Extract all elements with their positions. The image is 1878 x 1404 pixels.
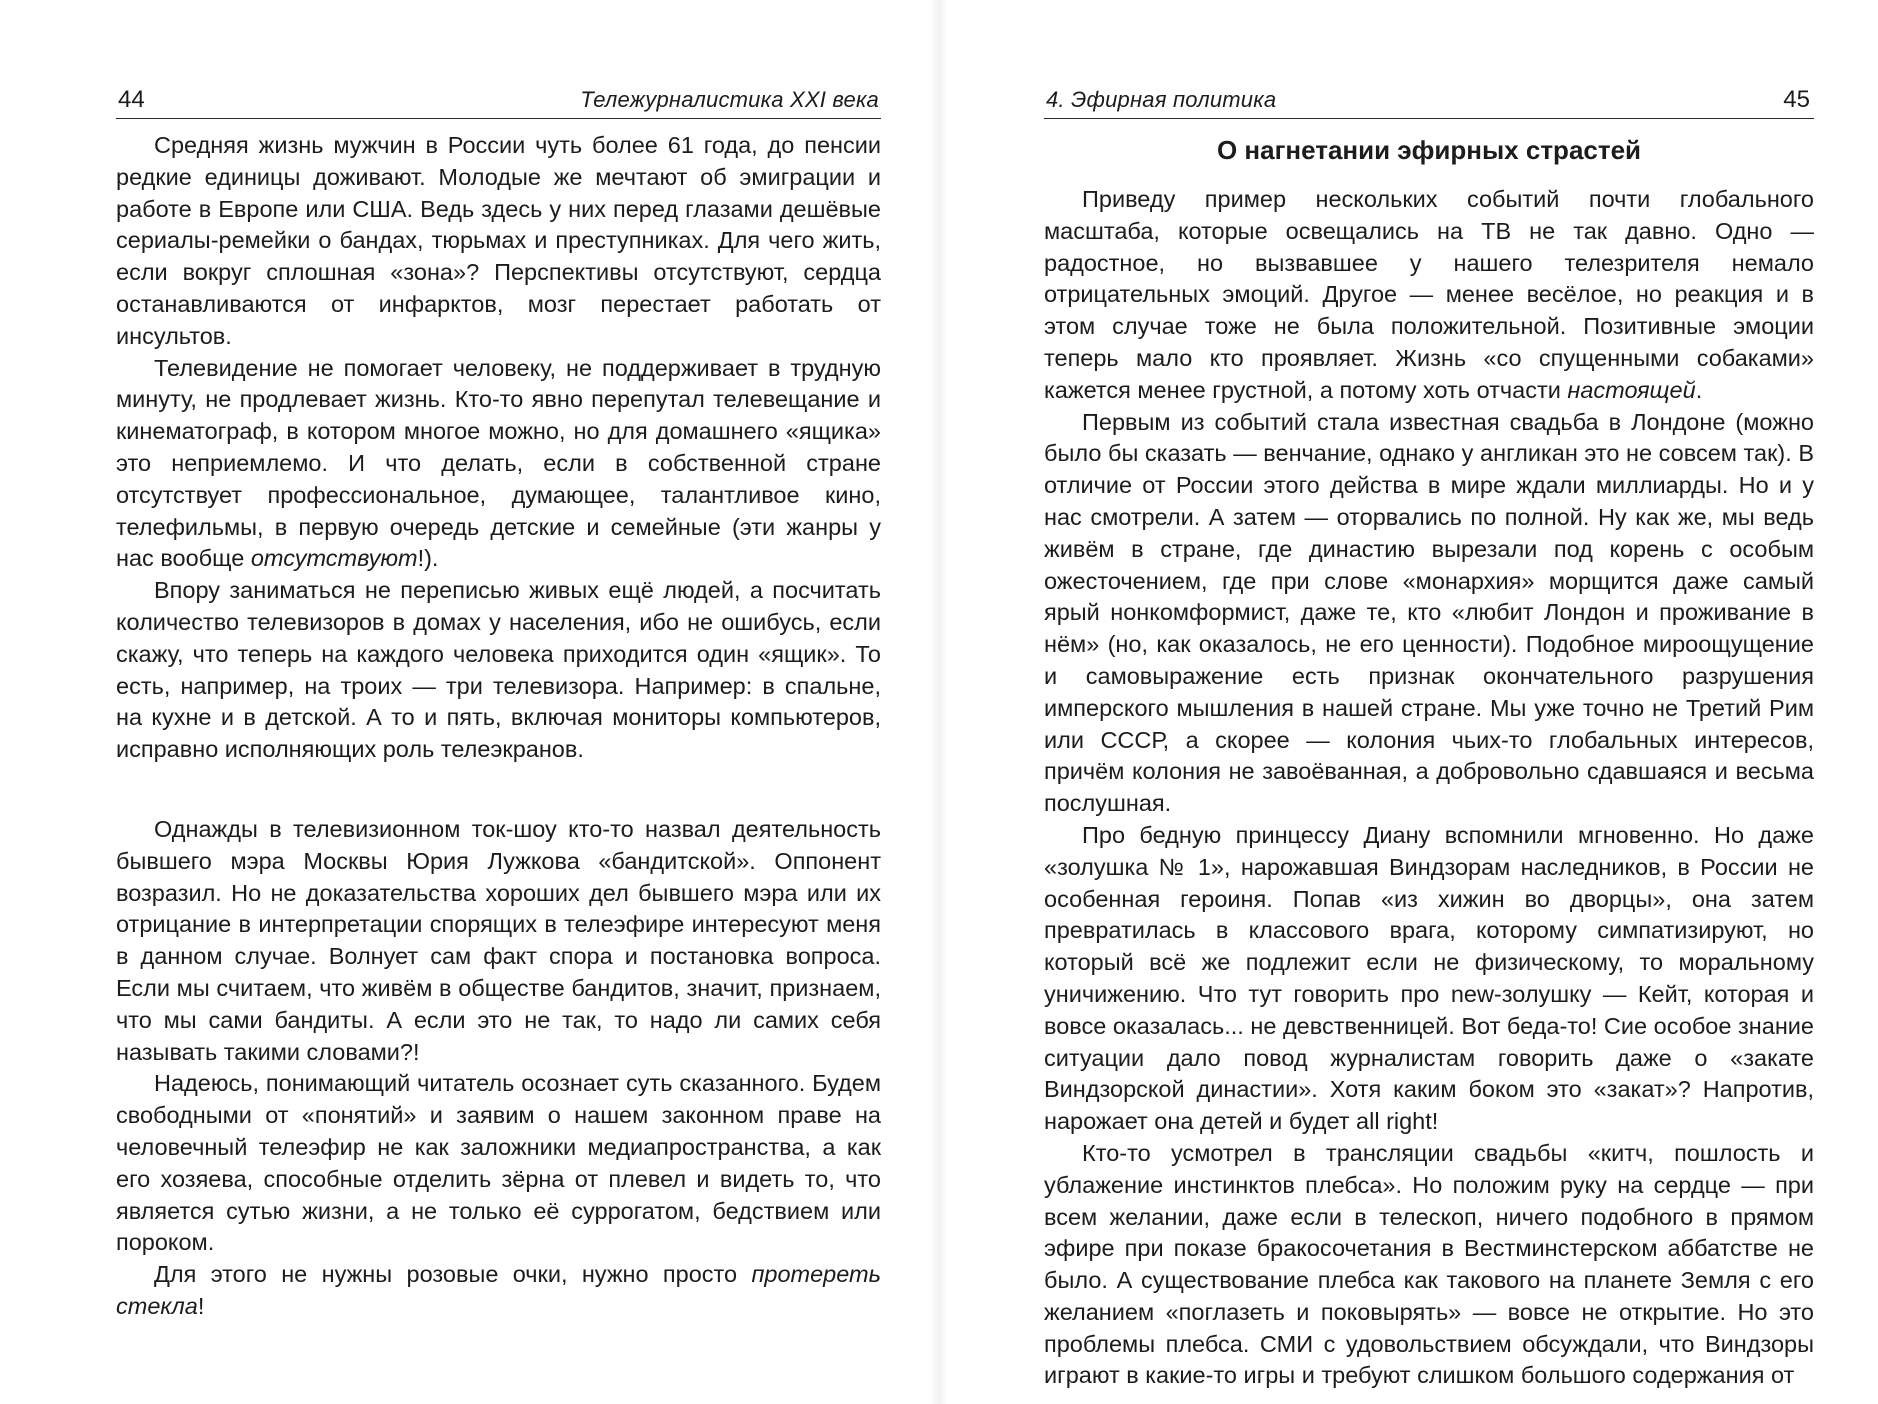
section-heading: О нагнетании эфирных страстей	[1216, 135, 1642, 165]
right-body-text	[1044, 130, 1814, 1392]
paragraph: Кто-то усмотрел в трансляции свадьбы «китч, пошлость и ублажение инстинктов плебса». Но положим руку на сердце — при всем желании, даже если в телескоп, ничего подобного в прямом эфире при показе бракосочетания в Вестминстерском аббатстве не было. А существование плебса как такового на планете Земля с его желанием «поглазеть и поковырять» — вовсе не открытие. Но это проблемы плебса. СМИ с удовольствием обсуждали, что Виндзоры играют в какие-то игры и требуют слишком большого содержания от	[1044, 1139, 1814, 1389]
paragraph: Надеюсь, понимающий читатель осознает суть сказанного. Будем свободными от «понятий» и заявим о нашем законном праве на человечный телеэфир не как заложники медиапространства, а как его хозяева, способные отделить зёрна от плевел и видеть то, что является сутью жизни, а не только её суррогатом, бедствием или пороком.	[116, 1070, 881, 1256]
running-title: Тележурналистика XXI века	[580, 87, 879, 112]
paragraph: Про бедную принцессу Диану вспомнили мгновенно. Но даже «золушка № 1», нарожавшая Виндзорам наследников, в России не особенная героиня. Попав «из хижин во дворцы», она затем превратилась в классового врага, которому симпатизируют, но который всё же подлежит если не физическому, то моральному уничижению. Что тут говорить про new-золушку — Кейт, которая и вовсе оказалась... не девственницей. Вот беда-то! Сие особое знание ситуации дало повод журналистам говорить даже о «закате Виндзорской династии». Хотя каким боком это «закат»? Напротив, нарожает она детей и будет all right!	[1044, 821, 1814, 1135]
paragraph: Однажды в телевизионном ток-шоу кто-то назвал деятельность бывшего мэра Москвы Юрия Лужкова «бандитской». Оппонент возразил. Но не доказательства хороших дел бывшего мэра или их отрицание в интерпретации спорящих в телеэфире интересуют меня в данном случае. Волнует сам факт спора и постановка вопроса. Если мы считаем, что живём в обществе бандитов, значит, признаем, что мы сами бандиты. А если это не так, то надо ли самих себя называть такими словами?!	[116, 815, 881, 1065]
paragraph: Приведу пример нескольких событий почти глобального масштаба, которые освещались на ТВ не так давно. Одно — радостное, но вызвавшее у нашего телезрителя немало отрицательных эмоций. Другое — менее весёлое, но реакция и в этом случае тоже не была положительной. Позитивные эмоции теперь мало кто проявляет. Жизнь «со спущенными собаками» кажется менее грустной, а потому хоть отчасти настоящей.	[1044, 186, 1814, 403]
page-number: 44	[118, 86, 145, 113]
right-running-head	[1044, 82, 1814, 119]
left-running-head	[116, 82, 881, 119]
right-page	[939, 0, 1878, 1404]
running-title: 4. Эфирная политика	[1046, 87, 1277, 112]
paragraph: Средняя жизнь мужчин в России чуть более 61 года, до пенсии редкие единицы доживают. Молодые же мечтают об эмиграции и работе в Европе или США. Ведь здесь у них перед глазами дешёвые сериалы-ремейки о бандах, тюрьмах и преступниках. Для чего жить, если вокруг сплошная «зона»? Перспективы отсутствуют, сердца останавливаются от инфарктов, мозг перестает работать от инсультов.	[116, 132, 881, 349]
paragraph: Впору заниматься не переписью живых ещё людей, а посчитать количество телевизоров в домах у населения, ибо не ошибусь, если скажу, что теперь на каждого человека приходится один «ящик». То есть, например, на троих — три телевизора. Например: в спальне, на кухне и в детской. А то и пять, включая мониторы компьютеров, исправно исполняющих роль телеэкранов.	[116, 577, 881, 763]
left-body-text	[116, 130, 881, 1323]
paragraph: Первым из событий стала известная свадьба в Лондоне (можно было бы сказать — венчание, однако у англикан это не совсем так). В отличие от России этого действа в мире ждали миллиарды. Но и у нас смотрели. А затем — оторвались по полной. Ну как же, мы ведь живём в стране, где династию вырезали под корень с особым ожесточением, где при слове «монархия» морщится даже самый ярый нонкомформист, даже те, кто «любит Лондон и проживание в нём» (но, как оказалось, не его ценности). Подобное мироощущение и самовыражение есть признак окончательного разрушения имперского мышления в нашей стране. Мы уже точно не Третий Рим или СССР, а скорее — колония чьих-то глобальных интересов, причём колония не завоёванная, а добровольно сдавшаяся и весьма послушная.	[1044, 408, 1814, 817]
page-number: 45	[1783, 86, 1810, 113]
paragraph: Телевидение не помогает человеку, не поддерживает в трудную минуту, не продлевает жизнь. Кто-то явно перепутал телевещание и кинематограф, в котором многое можно, но для домашнего «ящика» это неприемлемо. И что делать, если в собственной стране отсутствует профессиональное, думающее, талантливое кино, телефильмы, в первую очередь детские и семейные (эти жанры у нас вообще отсутствуют!).	[116, 354, 881, 572]
paragraph: Для этого не нужны розовые очки, нужно просто протереть стекла!	[116, 1261, 881, 1319]
